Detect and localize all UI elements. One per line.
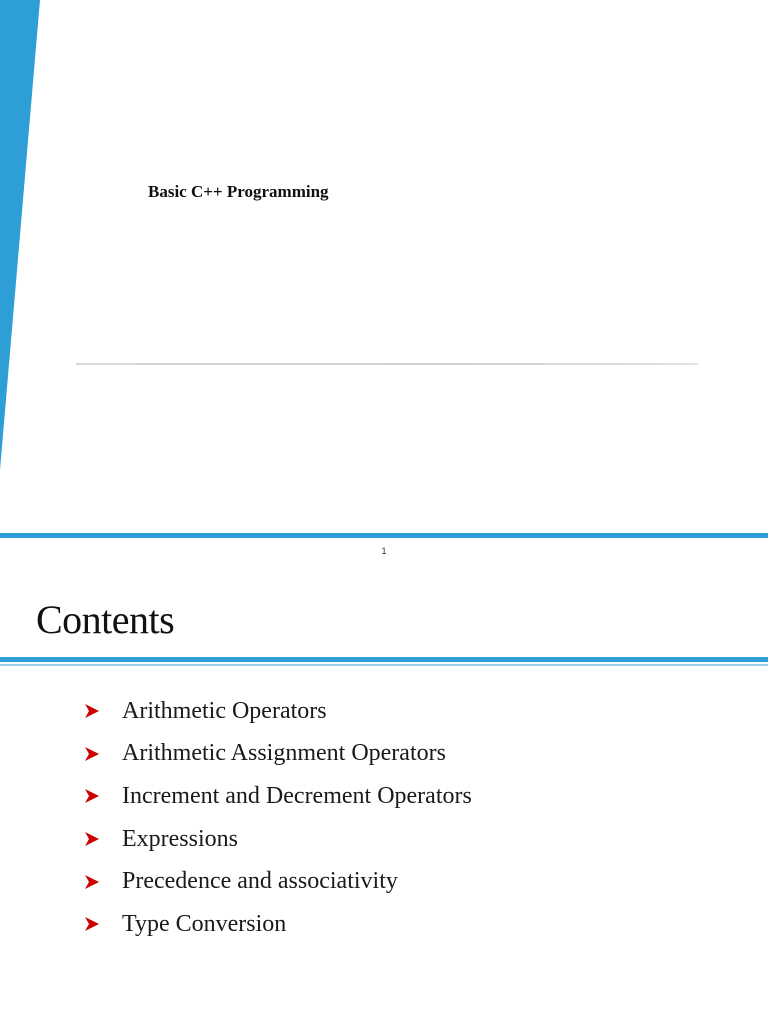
list-item <box>84 690 472 733</box>
list-item-text: Precedence and associativity <box>122 868 398 895</box>
list-item-text: Increment and Decrement Operators <box>122 782 472 809</box>
arrow-bullet-icon <box>84 916 122 932</box>
heading-underline <box>0 657 768 662</box>
contents-list <box>84 690 472 946</box>
arrow-bullet-icon <box>84 831 122 847</box>
list-item <box>84 733 472 776</box>
list-item <box>84 903 472 946</box>
arrow-bullet-icon <box>84 746 122 762</box>
contents-heading: Contents <box>36 597 175 642</box>
list-item <box>84 818 472 861</box>
list-item-text: Type Conversion <box>122 910 287 937</box>
slide-separator <box>0 533 768 538</box>
list-item <box>84 775 472 818</box>
list-item-text: Arithmetic Assignment Operators <box>122 740 446 767</box>
page-number: 1 <box>381 546 387 556</box>
list-item-text: Expressions <box>122 825 238 852</box>
list-item-text: Arithmetic Operators <box>122 697 327 724</box>
slide-title: Basic C++ Programming <box>148 182 329 201</box>
arrow-bullet-icon <box>84 874 122 890</box>
title-divider <box>76 363 698 365</box>
heading-underline-light <box>0 664 768 666</box>
arrow-bullet-icon <box>84 703 122 719</box>
arrow-bullet-icon <box>84 788 122 804</box>
list-item <box>84 860 472 903</box>
decorative-wedge <box>0 0 40 533</box>
